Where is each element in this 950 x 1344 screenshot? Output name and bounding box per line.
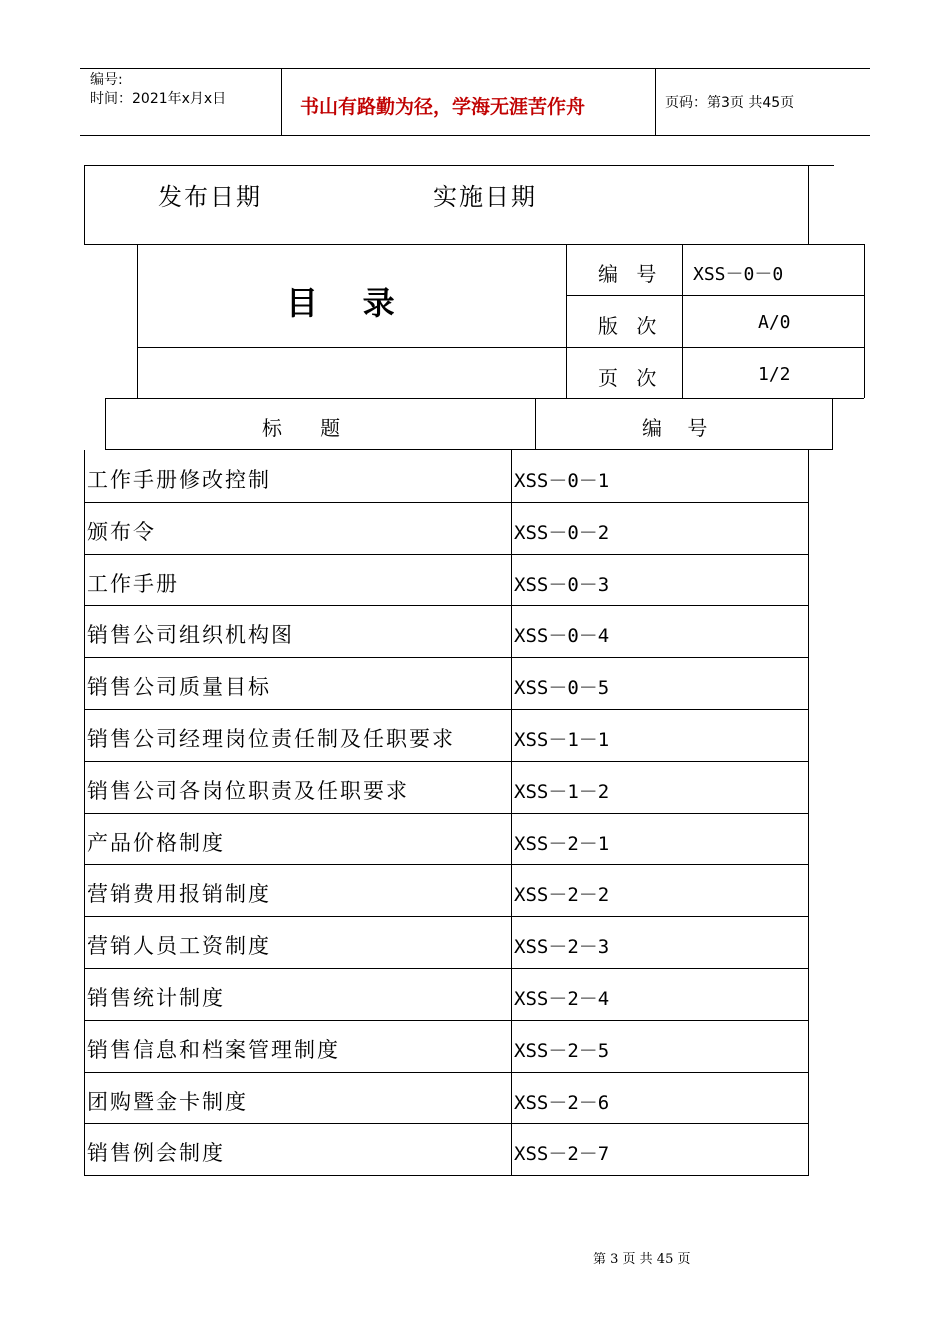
header-divider bbox=[655, 68, 656, 136]
row-code: XSS－2－6 bbox=[514, 1092, 610, 1114]
page-title: 目 录 bbox=[286, 284, 395, 322]
meta-page-value: 1/2 bbox=[758, 364, 791, 385]
row-title: 工作手册修改控制 bbox=[87, 468, 271, 492]
col-header-bottom bbox=[105, 449, 832, 450]
row-code: XSS－0－4 bbox=[514, 625, 610, 647]
row-rule bbox=[84, 502, 809, 503]
meta-number-value: XSS－0－0 bbox=[693, 264, 784, 285]
row-rule bbox=[84, 813, 809, 814]
col-header-left bbox=[105, 398, 106, 450]
row-code: XSS－2－3 bbox=[514, 936, 610, 958]
row-title: 营销费用报销制度 bbox=[87, 882, 271, 906]
row-rule bbox=[84, 761, 809, 762]
title-mid-rule bbox=[137, 347, 864, 348]
row-title: 销售例会制度 bbox=[87, 1141, 225, 1165]
row-title: 销售公司经理岗位责任制及任职要求 bbox=[87, 727, 455, 751]
row-title: 工作手册 bbox=[87, 572, 179, 596]
release-date-label: 发布日期 bbox=[158, 183, 262, 211]
date-box-right bbox=[808, 165, 809, 245]
row-title: 销售公司各岗位职责及任职要求 bbox=[87, 779, 409, 803]
effective-date-label: 实施日期 bbox=[433, 183, 537, 211]
doc-number-label: 编号: bbox=[90, 72, 123, 88]
row-title: 团购暨金卡制度 bbox=[87, 1090, 248, 1114]
col-header-divider bbox=[535, 398, 536, 450]
meta-right bbox=[864, 244, 865, 398]
header-page-info: 页码：第3页 共45页 bbox=[665, 95, 795, 111]
row-code: XSS－2－2 bbox=[514, 884, 610, 906]
row-code: XSS－0－1 bbox=[514, 470, 610, 492]
row-title: 营销人员工资制度 bbox=[87, 934, 271, 958]
row-rule bbox=[84, 1020, 809, 1021]
row-title: 颁布令 bbox=[87, 520, 156, 544]
meta-top bbox=[566, 244, 864, 245]
row-code: XSS－1－2 bbox=[514, 781, 610, 803]
column-code-header: 编 号 bbox=[642, 416, 708, 440]
header-motto: 书山有路勤为径，学海无涯苦作舟 bbox=[300, 96, 586, 118]
column-title-header: 标 题 bbox=[262, 416, 341, 440]
meta-divider bbox=[566, 244, 567, 398]
row-code: XSS－0－5 bbox=[514, 677, 610, 699]
row-rule bbox=[84, 864, 809, 865]
page-footer: 第 3 页 共 45 页 bbox=[593, 1252, 691, 1267]
header-bottom-rule bbox=[80, 135, 870, 136]
title-bottom-rule bbox=[105, 398, 864, 399]
row-title: 销售公司质量目标 bbox=[87, 675, 271, 699]
row-rule bbox=[84, 657, 809, 658]
row-title: 销售统计制度 bbox=[87, 986, 225, 1010]
col-header-right bbox=[832, 398, 833, 450]
row-code: XSS－2－1 bbox=[514, 833, 610, 855]
date-box-top bbox=[84, 165, 834, 166]
date-box-left bbox=[84, 165, 85, 245]
row-rule bbox=[84, 1175, 809, 1176]
row-code: XSS－0－3 bbox=[514, 574, 610, 596]
row-title: 销售信息和档案管理制度 bbox=[87, 1038, 340, 1062]
row-rule bbox=[84, 1123, 809, 1124]
meta-version-value: A/0 bbox=[758, 312, 791, 333]
row-title: 销售公司组织机构图 bbox=[87, 623, 294, 647]
row-rule bbox=[84, 968, 809, 969]
meta-rule bbox=[566, 295, 864, 296]
row-code: XSS－2－4 bbox=[514, 988, 610, 1010]
row-title: 产品价格制度 bbox=[87, 831, 225, 855]
row-rule bbox=[84, 554, 809, 555]
meta-page-label: 页 次 bbox=[598, 366, 663, 390]
header-divider bbox=[281, 68, 282, 136]
meta-version-label: 版 次 bbox=[598, 314, 663, 338]
row-code: XSS－2－5 bbox=[514, 1040, 610, 1062]
row-rule bbox=[84, 605, 809, 606]
row-rule bbox=[84, 916, 809, 917]
row-rule bbox=[84, 709, 809, 710]
meta-number-label: 编 号 bbox=[598, 262, 663, 286]
row-code: XSS－1－1 bbox=[514, 729, 610, 751]
row-code: XSS－2－7 bbox=[514, 1143, 610, 1165]
meta-divider bbox=[682, 244, 683, 398]
row-rule bbox=[84, 1072, 809, 1073]
row-code: XSS－0－2 bbox=[514, 522, 610, 544]
doc-time-label: 时间：2021年x月x日 bbox=[90, 91, 227, 107]
title-left bbox=[137, 244, 138, 398]
header-top-rule bbox=[80, 68, 870, 69]
